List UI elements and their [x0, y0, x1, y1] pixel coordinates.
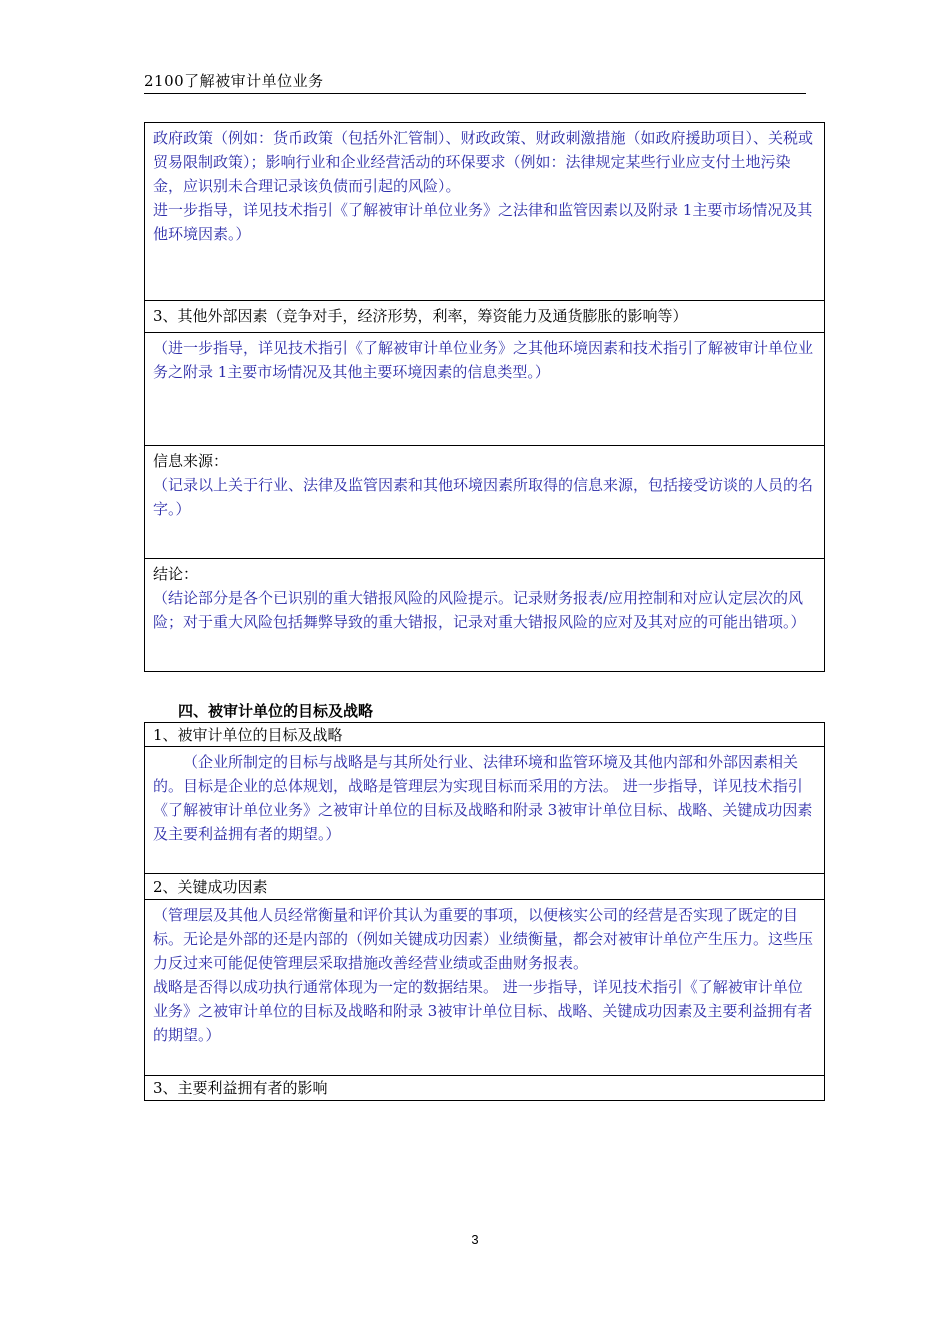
document-header	[144, 70, 806, 94]
government-policy-text: 政府政策（例如：货币政策（包括外汇管制）、财政政策、财政刺激措施（如政府援助项目）、关税或贸易限制政策）；影响行业和企业经营活动的环保要求（例如：法律规定某些行业应支付土地污染金，应识别未合理记录该负债而引起的风险）。	[153, 129, 814, 195]
objectives-text-cell	[145, 747, 824, 874]
other-factors-guidance-cell	[145, 333, 824, 446]
key-success-label: 2、关键成功因素	[153, 878, 268, 896]
information-source-text: （记录以上关于行业、法律及监管因素和其他环境因素所取得的信息来源，包括接受访谈的人员的名字。）	[153, 476, 814, 518]
conclusion-label: 结论：	[153, 565, 199, 583]
stakeholders-label-cell	[145, 1076, 824, 1101]
stakeholders-label: 3、主要利益拥有者的影响	[153, 1079, 328, 1097]
information-source-cell	[145, 446, 824, 559]
key-success-strategy-text: 战略是否得以成功执行通常体现为一定的数据结果。 进一步指导，详见技术指引《了解被审计单位业务》之被审计单位的目标及战略和附录 3被审计单位目标、战略、关键成功因素及主要利益拥有者的期望。）	[153, 978, 813, 1044]
external-factors-table	[144, 122, 825, 672]
section-title: 四、被审计单位的目标及战略	[178, 702, 374, 720]
other-factors-label: 3、其他外部因素（竞争对手，经济形势，利率，筹资能力及通货膨胀的影响等）	[153, 307, 688, 325]
page-number: 3	[471, 1232, 479, 1247]
government-policy-cell	[145, 123, 824, 301]
conclusion-text: （结论部分是各个已识别的重大错报风险的风险提示。记录财务报表/应用控制和对应认定层次的风险；对于重大风险包括舞弊导致的重大错报，记录对重大错报风险的应对及其对应的可能出错项。）	[153, 589, 806, 631]
header-title: 2100了解被审计单位业务	[144, 72, 324, 90]
objectives-strategy-table	[144, 722, 825, 1101]
conclusion-cell	[145, 559, 824, 672]
objectives-label-cell	[145, 723, 824, 747]
other-factors-label-cell	[145, 301, 824, 333]
government-policy-guidance: 进一步指导，详见技术指引《了解被审计单位业务》之法律和监管因素以及附录 1主要市场情况及其他环境因素。）	[153, 201, 813, 243]
information-source-label: 信息来源：	[153, 452, 229, 470]
objectives-text: （企业所制定的目标与战略是与其所处行业、法律环境和监管环境及其他内部和外部因素相关的。目标是企业的总体规划，战略是管理层为实现目标而采用的方法。 进一步指导，详见技术指引《了解被审计单位业务》之被审计单位的目标及战略和附录 3被审计单位目标、战略、关键成功因素及主要利益拥有者的期望。）	[153, 753, 813, 843]
objectives-label: 1、被审计单位的目标及战略	[153, 726, 343, 744]
key-success-text: （管理层及其他人员经常衡量和评价其认为重要的事项，以便核实公司的经营是否实现了既定的目标。无论是外部的还是内部的（例如关键成功因素）业绩衡量，都会对被审计单位产生压力。这些压力反过来可能促使管理层采取措施改善经营业绩或歪曲财务报表。	[153, 906, 814, 972]
key-success-label-cell	[145, 874, 824, 900]
key-success-text-cell	[145, 900, 824, 1076]
other-factors-guidance: （进一步指导，详见技术指引《了解被审计单位业务》之其他环境因素和技术指引了解被审计单位业务之附录 1主要市场情况及其他主要环境因素的信息类型。）	[153, 339, 814, 381]
